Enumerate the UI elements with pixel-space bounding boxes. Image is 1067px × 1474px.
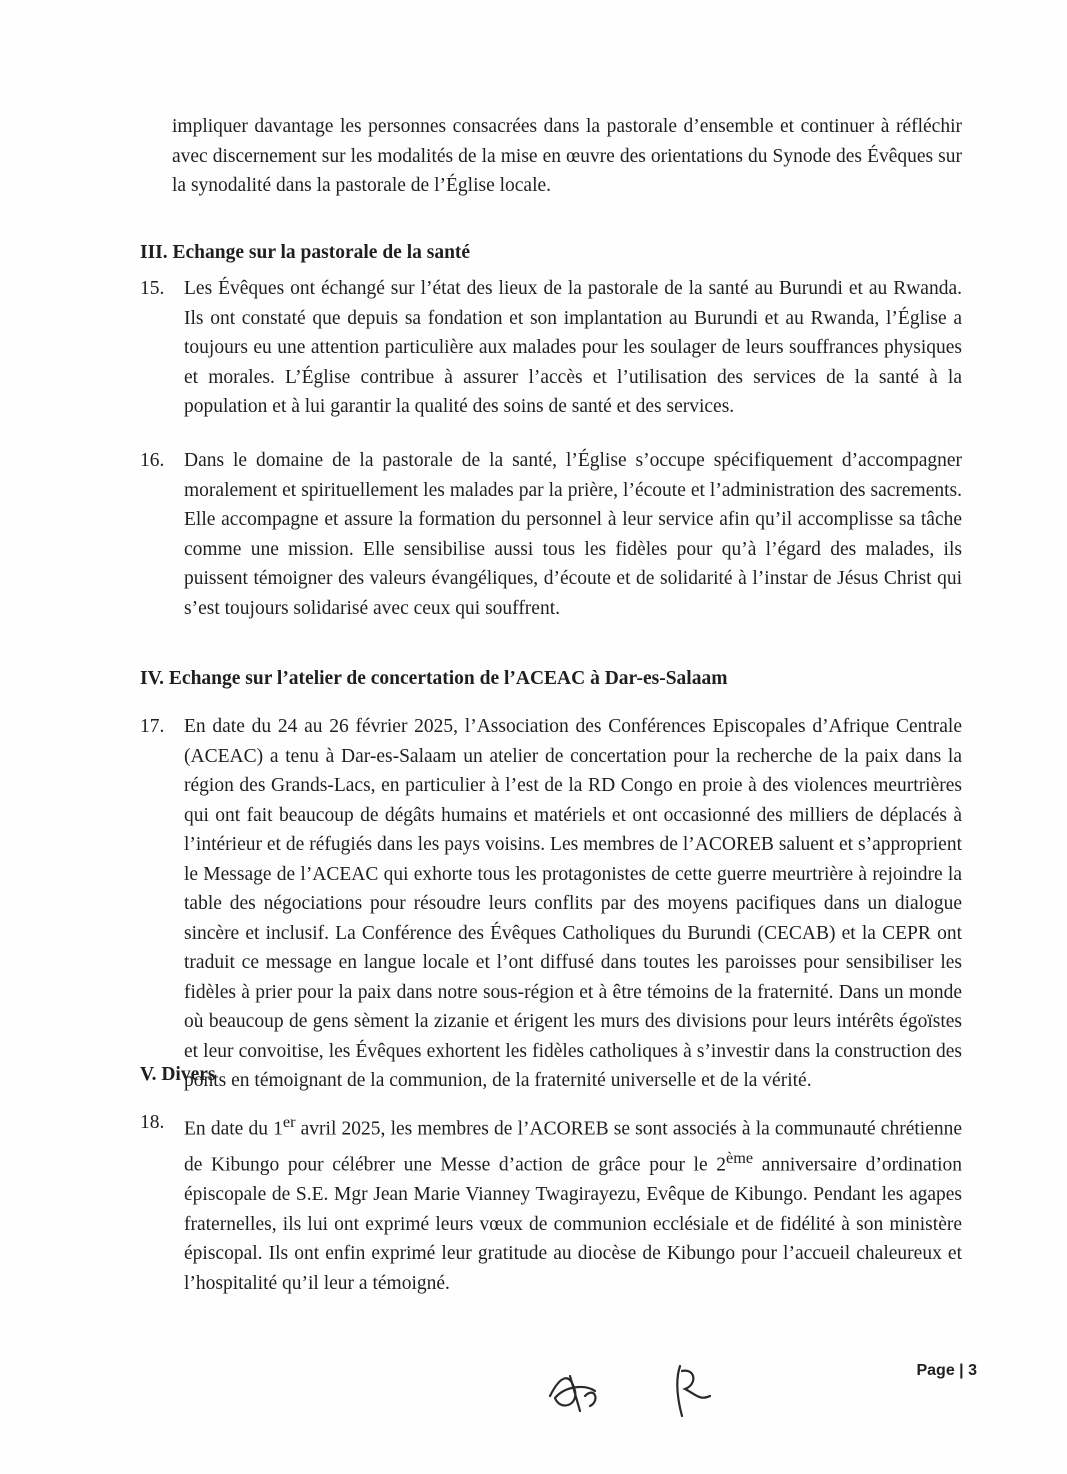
paragraph-body: Les Évêques ont échangé sur l’état des lieux de la pastorale de la santé au Burundi et au Rwanda. Ils ont constaté que depuis sa fondation et son implantation au Burundi et au Rwanda, l’Église a toujours eu une attention particulière aux malades pour les soulager de leurs souffrances physiques et morales. L’Église contribue à assurer l’accès et l’utilisation des services de la santé à la population et à lui garantir la qualité des soins de santé et des services. bbox=[184, 278, 962, 417]
paragraph-number: 17. bbox=[140, 716, 165, 737]
paragraph-17 bbox=[140, 712, 962, 1096]
section-heading-iii: III. Echange sur la pastorale de la santé bbox=[140, 242, 471, 263]
text-run: avril 2025, les membres de l’ACOREB se sont associés à la communauté chrétienne de Kibungo pour célébrer une Messe d’action de grâce pour le 2 bbox=[184, 1118, 962, 1176]
section-heading-v: V. Divers bbox=[140, 1064, 216, 1085]
signature-initials-1 bbox=[550, 1376, 595, 1411]
paragraph-16 bbox=[140, 446, 962, 623]
signature-initials-2 bbox=[677, 1366, 710, 1416]
page-number: Page | 3 bbox=[916, 1362, 977, 1379]
text-run: anniversaire d’ordination épiscopale de S.E. Mgr Jean Marie Vianney Twagirayezu, Evêque de Kibungo. Pendant les agapes fraternelles, ils lui ont exprimé leurs vœux de communion ecclésiale et de fidélité à son ministère épiscopal. Ils ont enfin exprimé leur gratitude au diocèse de Kibungo pour l’accueil chaleureux et l’hospitalité qu’il leur a témoigné. bbox=[184, 1154, 962, 1294]
superscript: ème bbox=[726, 1149, 754, 1167]
section-heading-iv: IV. Echange sur l’atelier de concertation de l’ACEAC à Dar-es-Salaam bbox=[140, 668, 728, 689]
paragraph-number: 15. bbox=[140, 278, 165, 299]
paragraph-number: 18. bbox=[140, 1112, 165, 1133]
intro-paragraph: impliquer davantage les personnes consacrées dans la pastorale d’ensemble et continuer à réfléchir avec discernement sur les modalités de la mise en œuvre des orientations du Synode des Évêques sur la synodalité dans la pastorale de l’Église locale. bbox=[172, 116, 962, 196]
superscript: er bbox=[282, 1113, 296, 1131]
handwritten-signatures bbox=[540, 1356, 740, 1426]
text-run: En date du 1 bbox=[184, 1118, 283, 1140]
paragraph-body: En date du 24 au 26 février 2025, l’Association des Conférences Episcopales d’Afrique Centrale (ACEAC) a tenu à Dar-es-Salaam un atelier de concertation pour la recherche de la paix dans la région des Grands-Lacs, en particulier à l’est de la RD Congo en proie à des violences meurtrières qui ont fait beaucoup de dégâts humains et matériels et ont occasionné des milliers de déplacés à l’intérieur et de réfugiés dans les pays voisins. Les membres de l’ACOREB saluent et s’approprient le Message de l’ACEAC qui exhorte tous les protagonistes de cette guerre meurtrière à rejoindre la table des négociations pour résoudre leurs conflits par des moyens pacifiques dans un dialogue sincère et inclusif. La Conférence des Évêques Catholiques du Burundi (CECAB) et la CEPR ont traduit ce message en langue locale et l’ont diffusé dans toutes les paroisses pour sensibiliser les fidèles à prier pour la paix dans notre sous-région et à être témoins de la fraternité. Dans un monde où beaucoup de gens sèment la zizanie et érigent les murs des divisions pour leurs intérêts égoïstes et leur convoitise, les Évêques exhortent les fidèles catholiques à s’investir dans la construction des ponts en témoignant de la communion, de la fraternité universelle et de la vérité. bbox=[184, 716, 962, 1091]
paragraph-number: 16. bbox=[140, 450, 165, 471]
paragraph-18 bbox=[140, 1108, 962, 1298]
paragraph-body bbox=[184, 1108, 962, 1298]
paragraph-body: Dans le domaine de la pastorale de la santé, l’Église s’occupe spécifiquement d’accompagner moralement et spirituellement les malades par la prière, l’écoute et l’administration des sacrements. Elle accompagne et assure la formation du personnel à leur service afin qu’il accomplisse sa tâche comme une mission. Elle sensibilise aussi tous les fidèles pour qu’à l’égard des malades, ils puissent témoigner des valeurs évangéliques, d’écoute et de solidarité à l’instar de Jésus Christ qui s’est toujours solidarisé avec ceux qui souffrent. bbox=[184, 450, 962, 619]
paragraph-15 bbox=[140, 274, 962, 422]
